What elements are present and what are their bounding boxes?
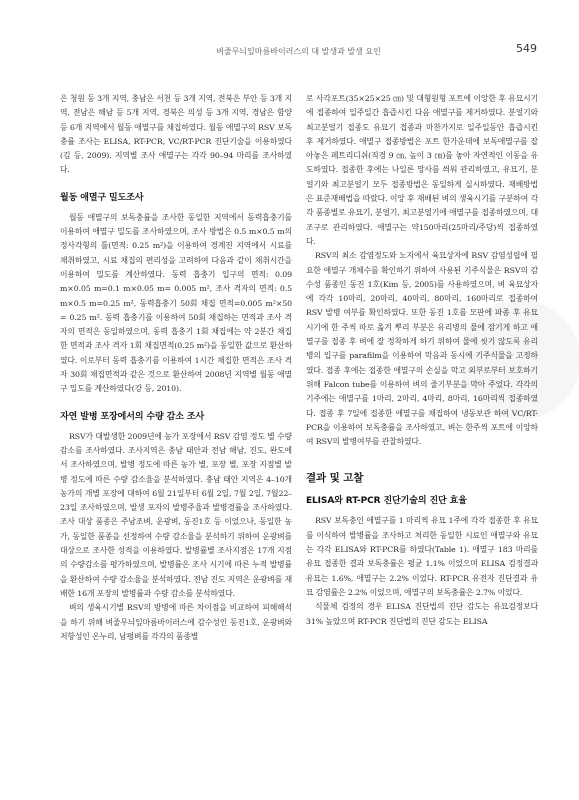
paragraph: RSV 보독충인 애멸구를 1 마리씩 유묘 1주에 각각 접종한 후 유묘를 이식하여 발병률을 조사하고 처리한 동일한 시료인 애멸구와 유묘는 각각 ELISA와 RT-PCR를 하였다(Table 1). 애멸구 183 마리를 유묘 접종한 결과 보독충률은 평균 1.1% 이었으며 ELISA 검정결과 유묘는 1.6%, 애멸구는 2.2% 이었다. RT-PCR 유전자 진단결과 유묘 감염률은 2.2% 이었으며, 애멸구의 보독충률은 2.7% 이었다. <box>306 516 538 597</box>
subsection-heading-elisa: ELISA와 RT-PCR 진단기술의 진단 효율 <box>306 496 467 507</box>
paragraph: RSV가 대발생한 2009년에 농가 포장에서 RSV 감염 정도 별 수량 감소를 조사하였다. 조사지역은 충남 태안과 전남 해남, 진도, 완도에서 조사하였으며, 발병 정도에 따른 농가 별, 포장 별, 포장 지점별 발병 정도에 따른 수량 감소율을 분석하였다. 충남 태안 지역은 4–10개 농가의 개별 포장에 대하여 6월 21일부터 6월 2일, 7월 2일, 7월22–23일 조사하였으며, 발생 포자의 발병주율과 발병경률을 조사하였다. 조사 대상 품종은 주남조벼, 운광벼, 동진1호 등 이었으나, 동일한 농가, 동일한 품종을 선정하여 수량 감소율을 분석하기 위하여 운광벼를 대상으로 조사한 성적을 이용하였다. 발병률별 조사지점은 17개 지점의 수량감소를 평가하였으며, 발병률은 조사 시기에 따른 누적 발병률을 환산하여 수량 감소율을 분석하였다. 전남 진도 지역은 운광벼를 재배한 16개 포장의 발병률과 수량 감소를 분석하였다. <box>60 431 292 598</box>
running-header: 벼줄무늬잎마름바이러스의 대 발생과 발생 요인 <box>216 47 381 56</box>
paragraph: 벼의 생육시기별 RSV의 방병에 따른 차이점을 비교하여 피해해석을 하기 위해 벼줄무늬잎마름바이러스에 감수성인 동진1호, 운광벼와 저항성인 온누리, 남평벼를 각각의 품종별 <box>60 603 292 641</box>
section-heading-density: 월동 애멸구 밀도조사 <box>60 192 144 203</box>
page-number: 549 <box>516 42 537 55</box>
left-column <box>60 92 292 644</box>
section-heading-yield: 자연 발병 포장에서의 수량 감소 조사 <box>60 411 205 422</box>
right-column <box>306 92 538 629</box>
paragraph: 월동 애멸구의 보독충률을 조사한 동일한 지역에서 동력흡충기를 이용하여 애멸구 밀도를 조사하였으며, 조사 방법은 0.5 m×0.5 m의 정사각형의 틀(면적: 0.25 m²)을 이용하여 경계진 지역에서 시료를 채취하였고, 시료 채집의 편리성을 고려하여 다음과 같이 채취시간을 이용하여 밀도를 계산하였다. 동력 흡충기 입구의 면적: 0.09 m×0.05 m=0.1 m×0.05 m= 0.005 m², 조사 격자의 면적: 0.5 m×0.5 m=0.25 m², 동력흡충기 50회 채집 면적=0.005 m²×50 = 0.25 m². 동력 흡충기를 이용하여 50회 채집하는 면적과 조사 격자의 면적은 동일하였으며, 동력 흡충기 1회 채집에는 약 2분간 채집한 면적과 조사 격자 1회 채집면적(0.25 m²)을 동일한 값으로 환산하였다. 이로부터 동력 흡충기를 이용하여 1시간 채집한 면적은 조사 격자 30회 채집면적과 같은 것으로 환산하여 2008년 지역별 월동 애멸구 밀도를 계산하였다(강 등, 2010). <box>60 212 292 394</box>
paragraph: 식물체 검정의 경우 ELISA 진단법의 진단 감도는 유묘검정보다 31% 높았으며 RT-PCR 진단법의 진단 감도는 ELISA <box>306 602 538 626</box>
paragraph: RSV의 최소 감염정도와 노지에서 육묘상자에 RSV 감염성립에 필요한 애멸구 개체수를 확인하기 위하여 사용된 기주식물은 RSV의 감수성 품종인 동진 1호(Kim 등, 2005)를 사용하였으며, 벼 육묘상자에 각각 10마리, 20마리, 40마리, 80마리, 160마리로 접종하여 RSV 발병 여부를 확인하였다. 또한 동진 1호를 모판에 파종 후 유묘시기에 한 주씩 따로 옮겨 뿌리 부분은 유리병의 물에 잠기게 하고 애멸구를 접종 후 벼에 잘 정착하게 하기 위하여 물에 씻기 않도록 유리병의 입구를 parafilm을 이용하여 막음과 동시에 기주식물을 고정하였다. 접종 후에는 접종한 애멸구의 손실을 막고 외부로부터 보호하기 위해 Falcon tube를 이용하여 벼의 줄기부분을 막아 주었다. 각각의 기주에는 애멸구를 1마리, 2마리, 4마리, 8마리, 16마리씩 접종하였다. 접종 후 7일에 접종한 애멸구를 채집하여 냉동보관 하여 VC/RT-PCR을 이용하여 보독충률을 조사하였고, 벼는 한주씩 포트에 이앙하여 RSV의 발병여부를 관찰하였다. <box>306 251 538 447</box>
paragraph: 은 청원 등 3개 지역, 충남은 서천 등 3개 지역, 전북은 부안 등 3개 지역, 전남은 해남 등 5개 지역, 경북은 의성 등 3개 지역, 경남은 함양 등 6개 지역에서 월동 애멸구를 채집하였다. 월동 애멸구의 RSV 보독충률 조사는 ELISA, RT-PCR, VC/RT-PCR 진단기술을 이용하였다(김 등, 2009). 지역별 조사 애멸구는 각각 90–94 마리를 조사하였다. <box>60 94 292 175</box>
paragraph: 로 사각포트(35×25×25 ㎝) 및 대형원형 포트에 이앙한 후 유묘시기에 접종하여 일주일간 흡즙시킨 다음 애멸구를 제거하였다. 분얼기와 최고분얼기 접종도 유묘기 접종과 마찬가지로 일주일동안 흡즙시킨 후 제거하였다. 애멸구 접종방법은 포트 한가운데에 보독애멸구를 잡아놓은 페트리디쉬(직경 9 ㎝, 높이 3 ㎝)를 놓아 자연적인 이동을 유도하였다. 접종한 후에는 나일론 망사를 씌워 관리하였고, 유묘기, 분얼기와 최고분얼기 모두 접종방법은 동일하게 실시하였다. 재배방법은 표준재배법을 따랐다. 이앙 후 재배된 벼의 생육시기를 구분하여 각각 품종별로 유묘기, 분얼기, 최고분얼기에 애멸구를 접종하였으며, 대조구로 관리하였다. 애멸구는 약150마리(25마리/주당)씩 접종하였다. <box>306 94 538 246</box>
section-heading-results: 결과 및 고찰 <box>306 472 364 485</box>
